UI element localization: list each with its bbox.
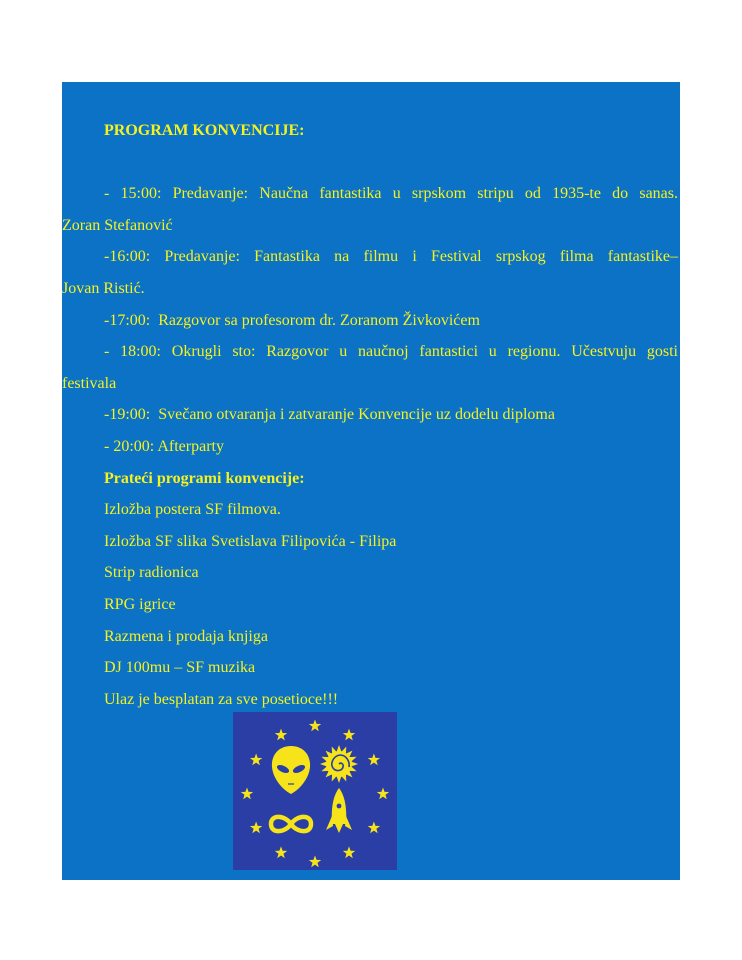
side-program-item: Strip radionica <box>104 564 199 582</box>
schedule-item-1800-line2: festivala <box>62 374 117 392</box>
sun-spiral-icon <box>320 745 358 783</box>
schedule-item-1500-line2: Zoran Stefanović <box>62 216 173 234</box>
blank-line <box>62 147 680 179</box>
side-program-item: RPG igrice <box>104 595 176 613</box>
schedule-item-1700: -17:00: Razgovor sa profesorom dr. Zoranom Živkovićem <box>104 311 480 329</box>
side-program-item: Razmena i prodaja knjiga <box>104 627 268 645</box>
side-program-item: DJ 100mu – SF muzika <box>104 659 256 677</box>
logo-background <box>233 712 397 870</box>
schedule-item-1600-line1: -16:00: Predavanje: Fantastika na filmu i Festival srpskog filma fantastike– <box>104 248 678 266</box>
schedule-item-1600-line2: Jovan Ristić. <box>62 279 145 297</box>
program-heading: PROGRAM KONVENCIJE: <box>104 122 305 139</box>
convention-logo <box>233 712 397 870</box>
side-programs-heading: Prateći programi konvencije: <box>104 469 305 487</box>
free-entry-note: Ulaz je besplatan za sve posetioce!!! <box>104 690 339 708</box>
side-program-item: Izložba SF slika Svetislava Filipovića - Filipa <box>104 532 397 550</box>
side-program-item: Izložba postera SF filmova. <box>104 501 281 519</box>
schedule-item-1900: -19:00: Svečano otvaranja i zatvaranje Konvencije uz dodelu diploma <box>104 406 555 424</box>
schedule-item-1800-line1: - 18:00: Okrugli sto: Razgovor u naučnoj fantastici u regionu. Učestvuju gosti <box>104 343 678 361</box>
schedule-item-1500-line1: - 15:00: Predavanje: Naučna fantastika u srpskom stripu od 1935-te do sanas. <box>104 185 678 203</box>
schedule-item-2000: - 20:00: Afterparty <box>104 437 224 455</box>
